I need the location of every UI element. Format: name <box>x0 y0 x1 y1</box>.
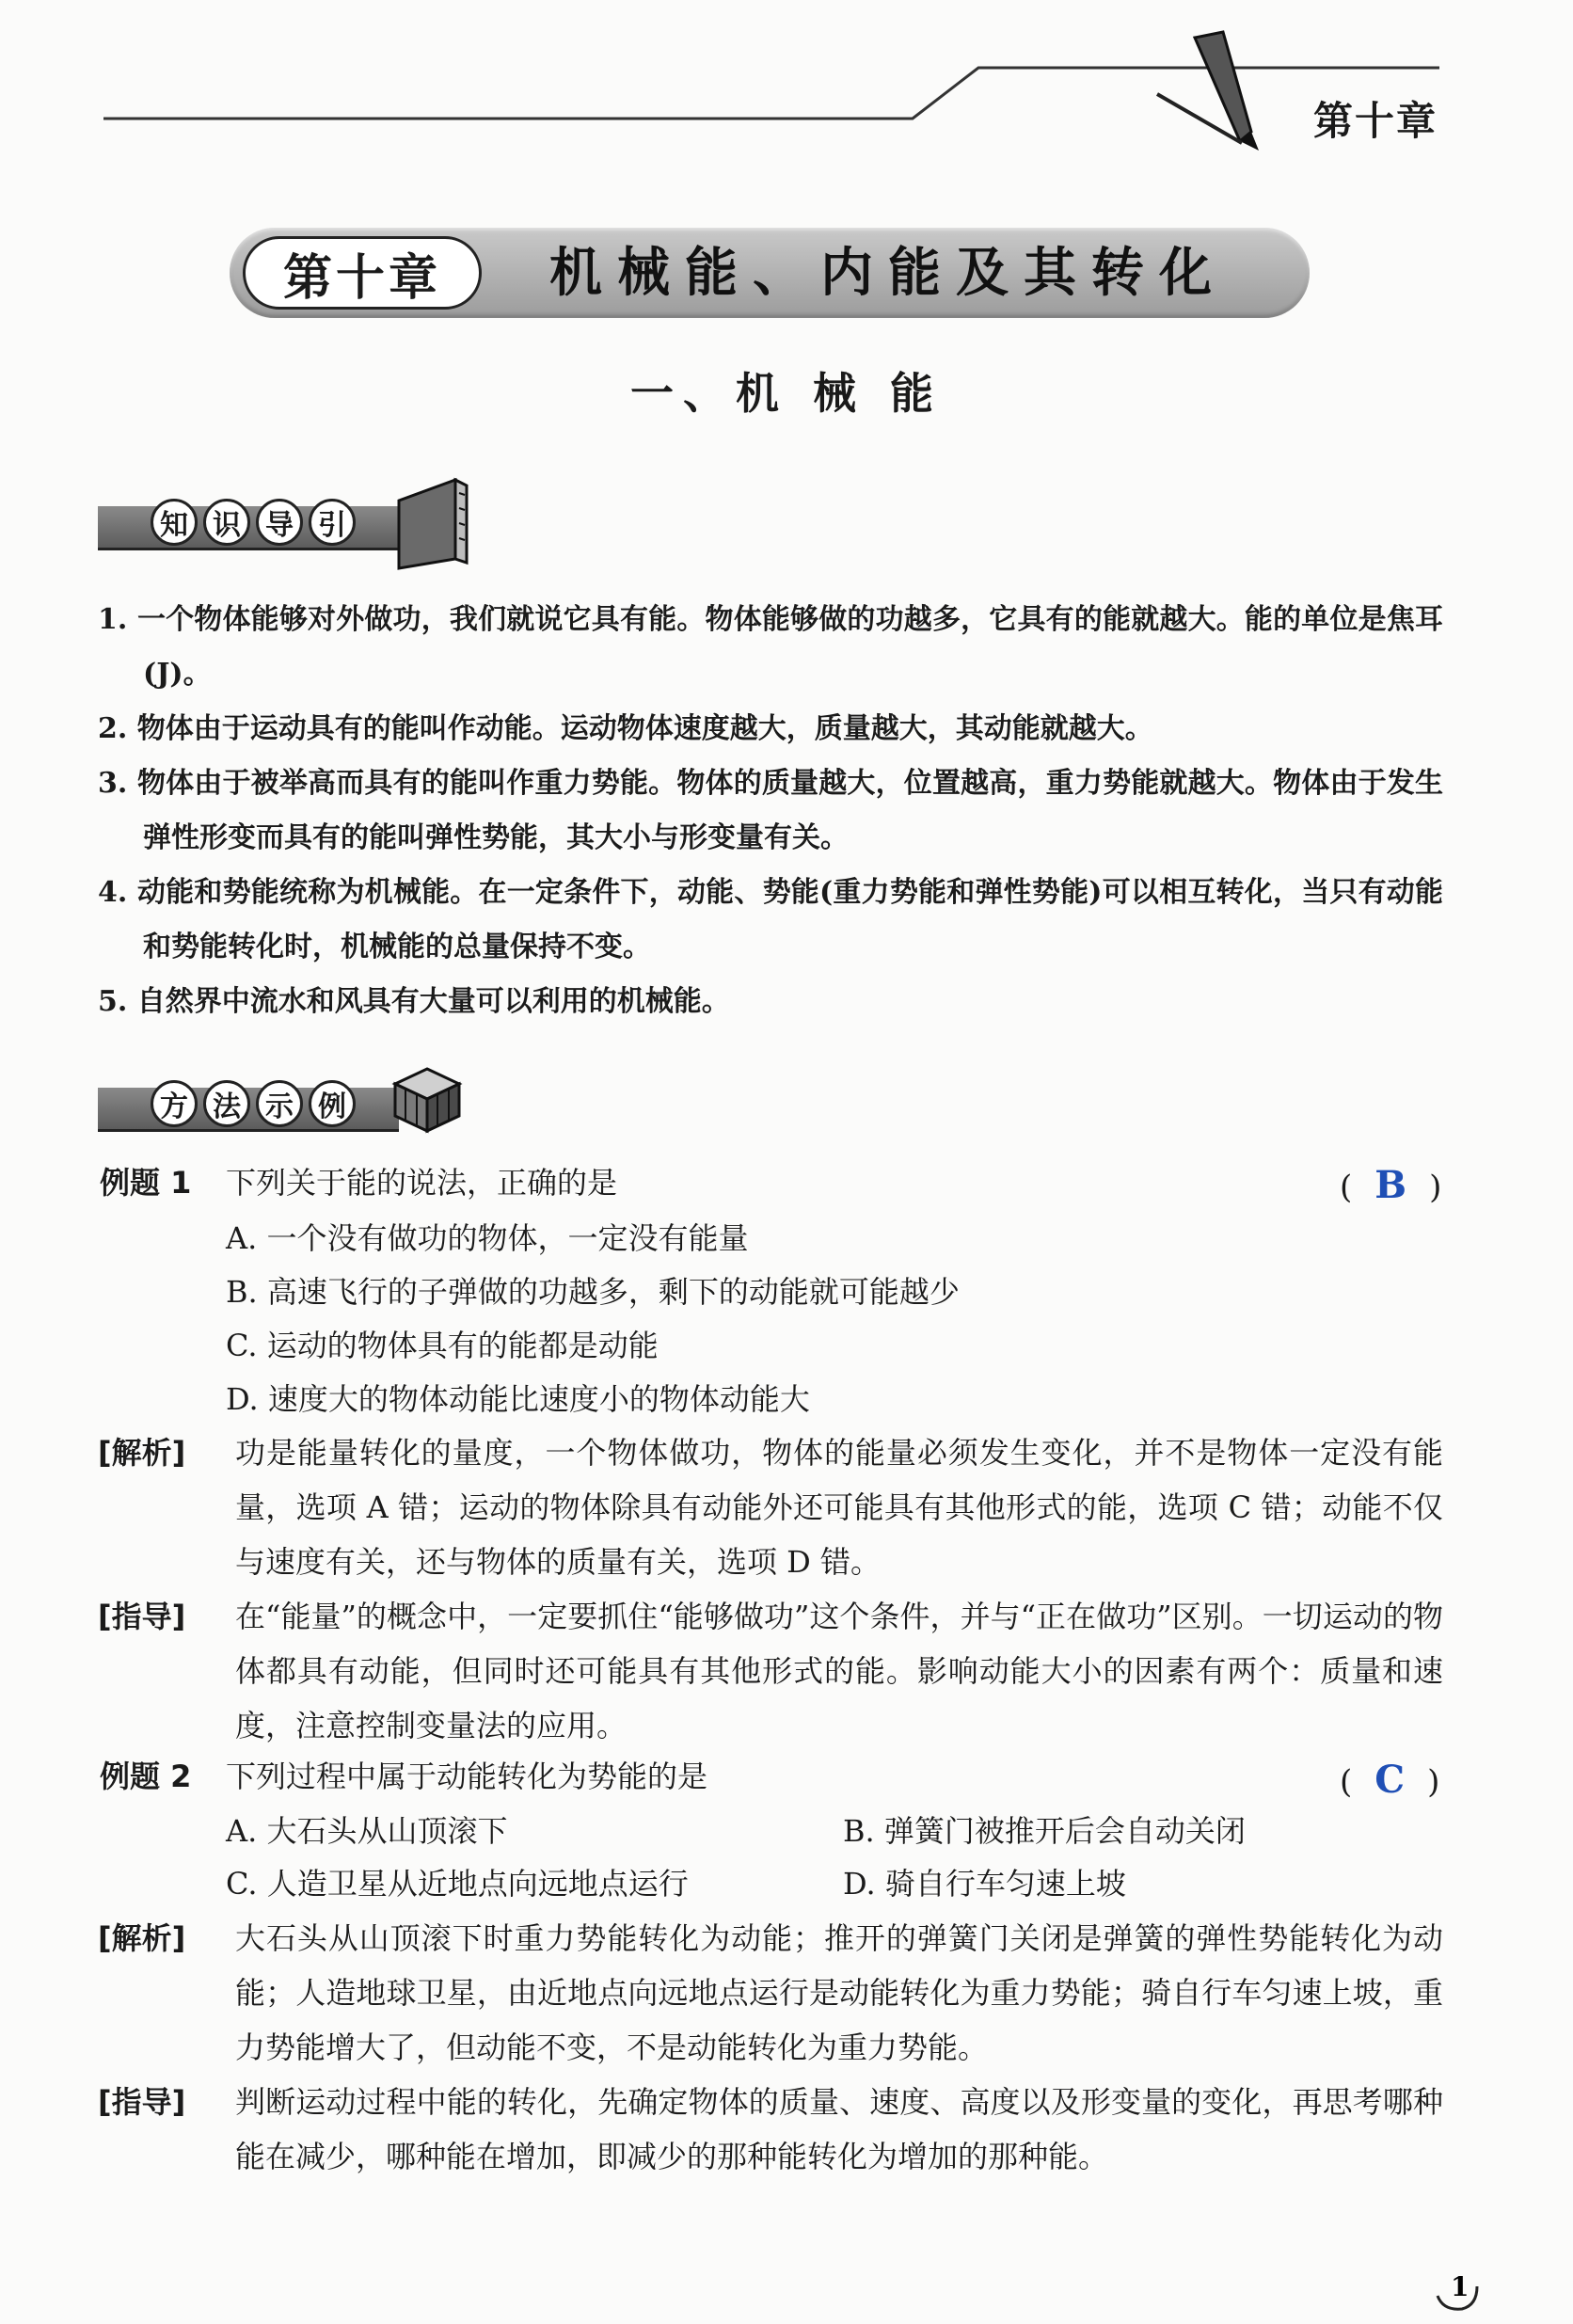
knowledge-point: 3. 物体由于被举高而具有的能叫作重力势能。物体的质量越大，位置越高，重力势能就越大。物体由于发生弹性形变而具有的能叫弹性势能，其大小与形变量有关。 <box>98 767 1443 854</box>
example-1-analysis-label: [解析] <box>98 1435 186 1471</box>
tab-char: 例 <box>309 1080 356 1127</box>
pencil-icon <box>1157 32 1259 151</box>
tab-char: 识 <box>203 499 250 546</box>
example-2-question: 下列过程中属于动能转化为势能的是 <box>226 1759 708 1794</box>
page-number <box>1434 2268 1481 2315</box>
example-1-label: 例题 1 <box>100 1165 192 1201</box>
tab-char: 导 <box>256 499 303 546</box>
knowledge-point: 1. 一个物体能够对外做功，我们就说它具有能。物体能够做的功越多，它具有的能就越大。能的单位是焦耳(J)。 <box>98 603 1443 691</box>
example-2-answer: ( C ) <box>1340 1758 1440 1802</box>
answer-letter: B <box>1374 1163 1407 1207</box>
example-1-analysis: 功是能量转化的量度，一个物体做功，物体的能量必须发生变化，并不是物体一定没有能量，选项 A 错；运动的物体除具有动能外还可能具有其他形式的能，选项 C 错；动能不仅与速度有关，还与物体的质量有关，选项 D 错。 <box>235 1435 1443 1580</box>
example-1-option-d: D. 速度大的物体动能比速度小的物体动能大 <box>226 1381 810 1417</box>
example-1-guide-label: [指导] <box>98 1599 186 1634</box>
banner-chapter-title: 机械能、内能及其转化 <box>549 242 1227 304</box>
tab-char: 知 <box>151 499 198 546</box>
knowledge-point: 5. 自然界中流水和风具有大量可以利用的机械能。 <box>98 985 730 1018</box>
example-1-option-a: A. 一个没有做功的物体，一定没有能量 <box>226 1220 749 1256</box>
example-1-option-c: C. 运动的物体具有的能都是动能 <box>226 1328 659 1363</box>
tab-char: 方 <box>151 1080 198 1127</box>
knowledge-point: 4. 动能和势能统称为机械能。在一定条件下，动能、势能(重力势能和弹性势能)可以相互转化，当只有动能和势能转化时，机械能的总量保持不变。 <box>98 876 1443 963</box>
example-1-guide: 在“能量”的概念中，一定要抓住“能够做功”这个条件，并与“正在做功”区别。一切运动的物体都具有动能，但同时还可能具有其他形式的能。影响动能大小的因素有两个：质量和速度，注意控制变量法的应用。 <box>235 1599 1443 1743</box>
example-2-guide-label: [指导] <box>98 2084 186 2120</box>
knowledge-point: 2. 物体由于运动具有的能叫作动能。运动物体速度越大，质量越大，其动能就越大。 <box>98 712 1153 745</box>
answer-letter: C <box>1374 1758 1406 1802</box>
knowledge-point-list <box>98 593 1443 1029</box>
example-2-option-d: D. 骑自行车匀速上坡 <box>843 1866 1126 1902</box>
banner-chapter-number: 第十章 <box>243 236 482 310</box>
example-2-label: 例题 2 <box>100 1759 192 1794</box>
example-2-analysis-label: [解析] <box>98 1920 186 1956</box>
example-1-question: 下列关于能的说法，正确的是 <box>226 1165 618 1201</box>
cube-icon <box>389 1065 465 1135</box>
header-chapter-label: 第十章 <box>1313 98 1438 144</box>
example-1-option-b: B. 高速飞行的子弹做的功越多，剩下的动能就可能越少 <box>226 1274 960 1310</box>
page-number-text: 1 <box>1451 2271 1470 2302</box>
chapter-banner <box>230 228 1310 318</box>
book-icon <box>389 474 474 572</box>
tab-knowledge-guide <box>98 487 540 548</box>
tab-char: 法 <box>203 1080 250 1127</box>
example-2-option-c: C. 人造卫星从近地点向远地点运行 <box>226 1866 689 1902</box>
tab-method-examples <box>98 1069 540 1129</box>
example-2-guide: 判断运动过程中能的转化，先确定物体的质量、速度、高度以及形变量的变化，再思考哪种能在减少，哪种能在增加，即减少的那种能转化为增加的那种能。 <box>235 2084 1443 2174</box>
section-title: 一、机 械 能 <box>629 368 944 419</box>
example-2-option-b: B. 弹簧门被推开后会自动关闭 <box>843 1813 1246 1849</box>
tab-char: 引 <box>309 499 356 546</box>
tab-char: 示 <box>256 1080 303 1127</box>
example-2-analysis: 大石头从山顶滚下时重力势能转化为动能；推开的弹簧门关闭是弹簧的弹性势能转化为动能；人造地球卫星，由近地点向远地点运行是动能转化为重力势能；骑自行车匀速上坡，重力势能增大了，但动能不变，不是动能转化为重力势能。 <box>235 1920 1443 2065</box>
example-1-answer: ( B ) <box>1340 1163 1442 1207</box>
example-2-option-a: A. 大石头从山顶滚下 <box>226 1813 508 1849</box>
